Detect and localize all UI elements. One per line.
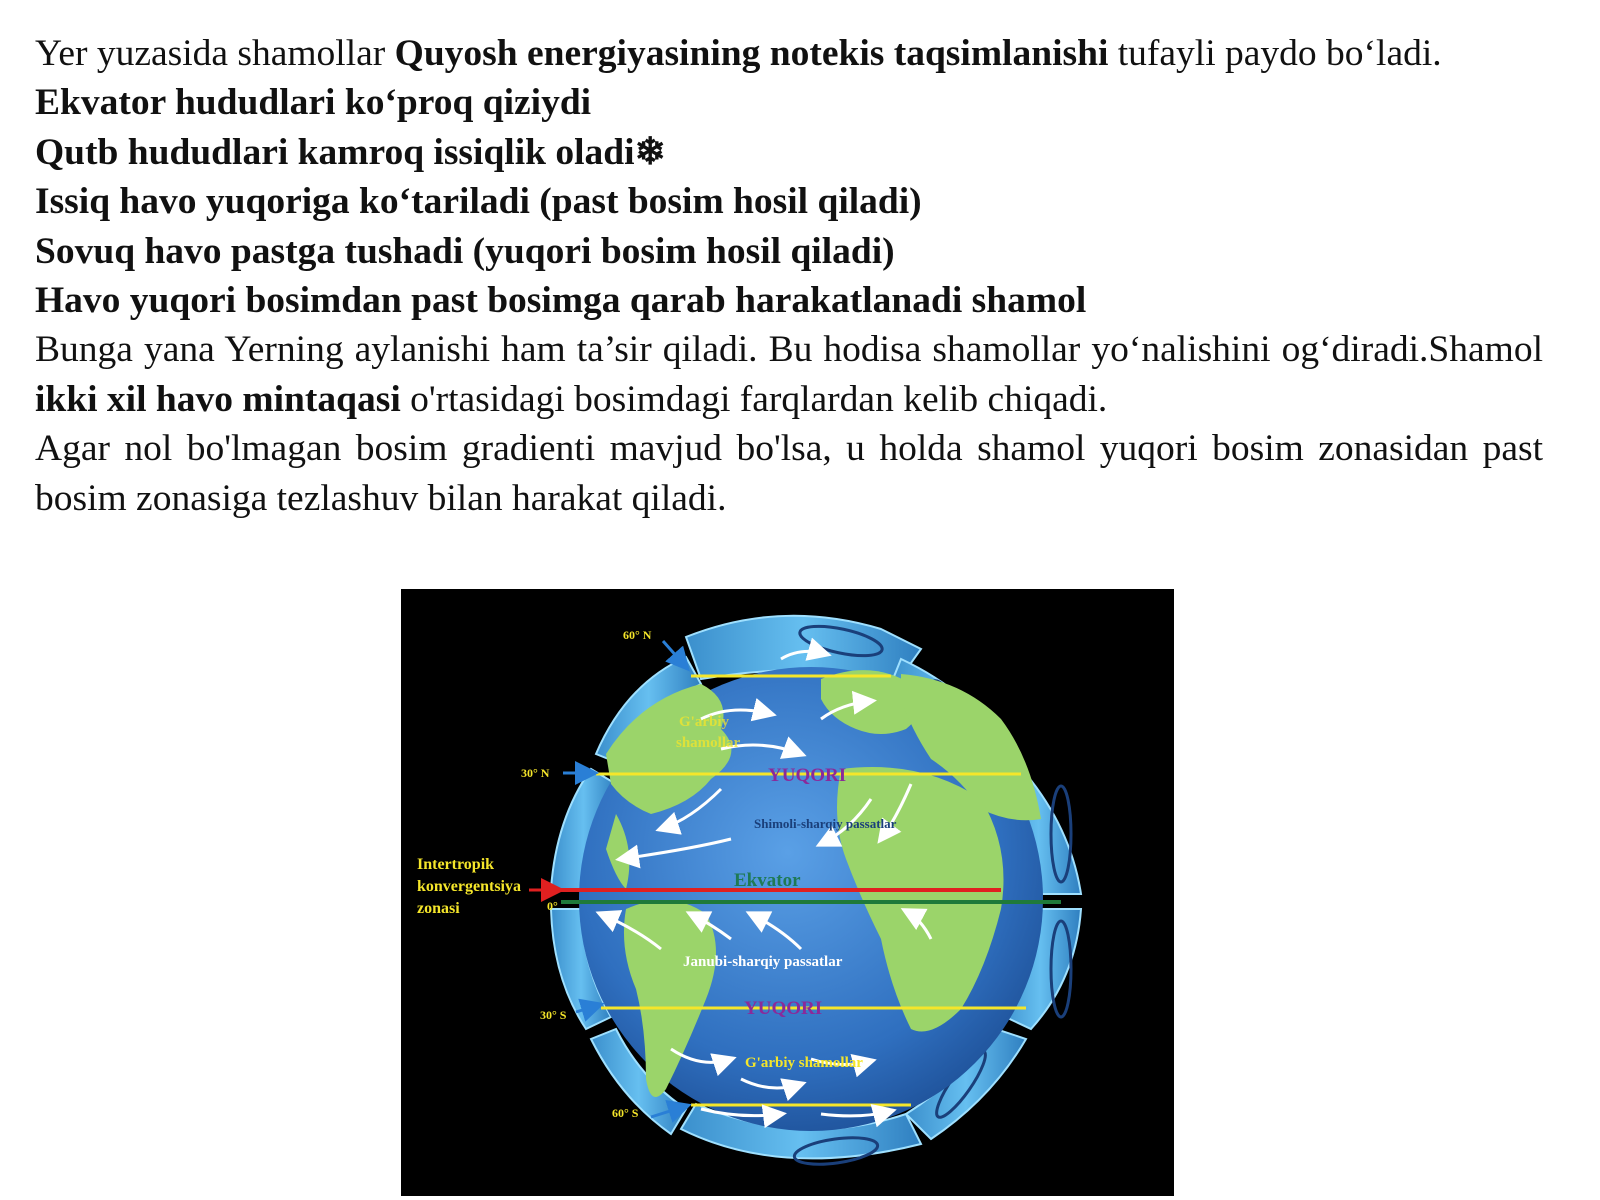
rotation-text-end: o'rtasidagi bosimdagi farqlardan kelib chiqadi.	[400, 378, 1108, 420]
bold-line-wind: Havo yuqori bosimdan past bosimga qarab harakatlanadi shamol	[35, 280, 1087, 322]
lat-label-60n: 60° N	[623, 628, 652, 642]
westerlies-north-label-1: G'arbiy	[679, 714, 730, 730]
intro-bold-phrase: Quyosh energiyasining notekis taqsimlanishi	[394, 33, 1109, 74]
global-wind-diagram	[401, 589, 1174, 1196]
intro-text-start: Yer yuzasida shamollar	[35, 33, 395, 74]
intro-paragraph	[35, 29, 1543, 78]
gradient-paragraph: Agar nol bo'lmagan bosim gradienti mavjud bo'lsa, u holda shamol yuqori bosim zonasidan past bosim zonasiga tezlashuv bilan harakat qiladi.	[35, 428, 1543, 519]
equator-label: Ekvator	[734, 870, 801, 891]
se-trades-label: Janubi-sharqiy passatlar	[683, 954, 843, 970]
itcz-label-line2: konvergentsiya	[417, 878, 521, 895]
bold-line-equator: Ekvator hududlari ko‘proq qiziydi	[35, 82, 592, 124]
ne-trades-label: Shimoli-sharqiy passatlar	[754, 816, 897, 831]
westerlies-north-label-2: shamollar	[676, 735, 741, 751]
itcz-label-line3: zonasi	[417, 900, 460, 917]
rotation-bold-phrase: ikki xil havo mintaqasi	[35, 378, 401, 420]
rotation-paragraph	[35, 325, 1543, 424]
itcz-label-line1: Intertropik	[417, 856, 495, 873]
bold-line-poles: Qutb hududlari kamroq issiqlik oladi❄	[35, 131, 666, 173]
intro-text-end: tufayli paydo bo‘ladi.	[1108, 33, 1442, 74]
lat-label-30n: 30° N	[521, 766, 550, 780]
text-block	[35, 29, 1543, 523]
westerlies-south-label: G'arbiy shamollar	[745, 1055, 863, 1071]
lat-label-0: 0°	[547, 899, 558, 913]
high-pressure-north-label: YUQORI	[768, 765, 847, 786]
wind-diagram-svg	[401, 589, 1174, 1196]
lat-label-60s: 60° S	[612, 1106, 639, 1120]
bold-line-warm-air: Issiq havo yuqoriga ko‘tariladi (past bosim hosil qiladi)	[35, 181, 922, 223]
high-pressure-south-label: YUQORI	[744, 998, 823, 1019]
bold-line-cold-air: Sovuq havo pastga tushadi (yuqori bosim hosil qiladi)	[35, 230, 895, 272]
rotation-text-start: Bunga yana Yerning aylanishi ham ta’sir qiladi. Bu hodisa shamollar yo‘nalishini og‘diradi.Shamol	[35, 329, 1543, 371]
lat-label-30s: 30° S	[540, 1008, 567, 1022]
